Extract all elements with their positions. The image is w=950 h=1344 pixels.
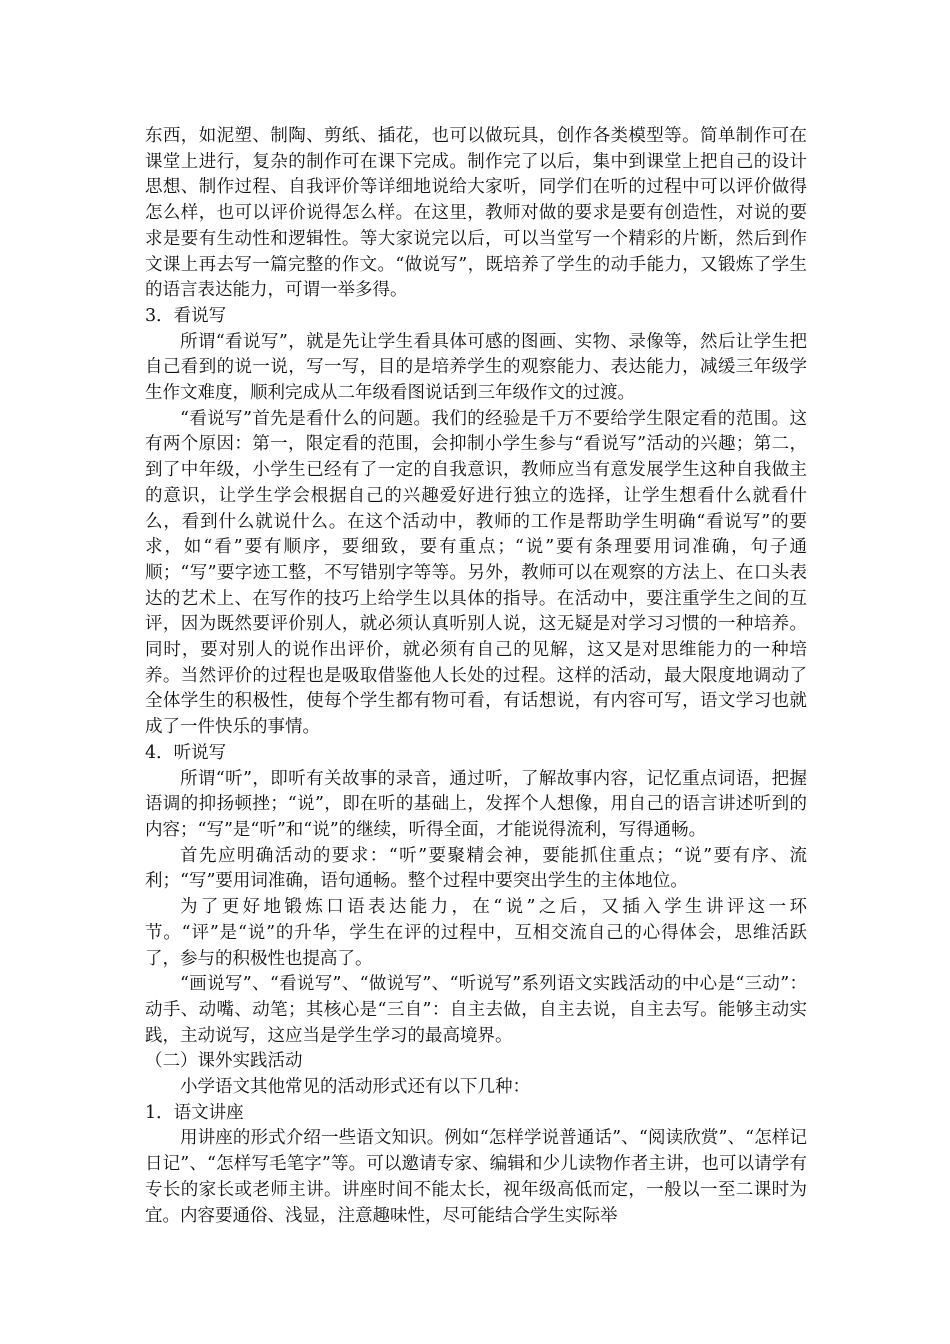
paragraph: 用讲座的形式介绍一些语文知识。例如“怎样学说普通话”、“阅读欣赏”、“怎样记日记”、“怎样写毛笔字”等。可以邀请专家、编辑和少儿读物作者主讲，也可以请学有专长的家长或老师主讲。讲座时间不能太长，视年级高低而定，一般以一至二课时为宜。内容要通俗、浅显，注意趣味性，尽可能结合学生实际举	[145, 1128, 807, 1226]
document-page	[145, 124, 807, 1229]
paragraph: 所谓“看说写”，就是先让学生看具体可感的图画、实物、录像等，然后让学生把自己看到的说一说，写一写，目的是培养学生的观察能力、表达能力，减缓三年级学生作文难度，顺利完成从二年级看图说话到三年级作文的过渡。	[145, 331, 807, 404]
paragraph-continued: 东西，如泥塑、制陶、剪纸、插花，也可以做玩具，创作各类模型等。简单制作可在课堂上进行，复杂的制作可在课下完成。制作完了以后，集中到课堂上把自己的设计思想、制作过程、自我评价等详细地说给大家听，同学们在听的过程中可以评价做得怎么样，也可以评价说得怎么样。在这里，教师对做的要求是要有创造性，对说的要求是要有生动性和逻辑性。等大家说完以后，可以当堂写一个精彩的片断，然后到作文课上再去写一篇完整的作文。“做说写”，既培养了学生的动手能力，又锻炼了学生的语言表达能力，可谓一举多得。	[145, 126, 807, 301]
paragraph: 小学语文其他常见的活动形式还有以下几种：	[180, 1077, 530, 1098]
paragraph: “画说写”、“看说写”、“做说写”、“听说写”系列语文实践活动的中心是“三动”：动手、动嘴、动笔；其核心是“三自”：自主去做，自主去说，自主去写。能够主动实践，主动说写，这应当是学生学习的最高境界。	[145, 974, 807, 1046]
section-heading-4: 4．听说写	[145, 742, 227, 763]
paragraph: 所谓“听”，即听有关故事的录音，通过听，了解故事内容，记忆重点词语，把握语调的抑扬顿挫；“说”，即在听的基础上，发挥个人想像，用自己的语言讲述听到的内容；“写”是“听”和“说”的继续，听得全面，才能说得流利，写得通畅。	[145, 768, 807, 840]
paragraph: 首先应明确活动的要求：“听”要聚精会神，要能抓住重点；“说”要有序、流利；“写”要用词准确，语句通畅。整个过程中要突出学生的主体地位。	[145, 845, 807, 892]
paragraph: 为了更好地锻炼口语表达能力，在“说”之后，又插入学生讲评这一环节。“评”是“说”的升华，学生在评的过程中，互相交流自己的心得体会，思维活跃了，参与的积极性也提高了。	[145, 897, 807, 969]
subsection-heading: （二）课外实践活动	[145, 1051, 303, 1072]
section-heading-3: 3．看说写	[145, 305, 227, 326]
section-heading-1: 1．语文讲座	[145, 1102, 244, 1123]
paragraph: “看说写”首先是看什么的问题。我们的经验是千万不要给学生限定看的范围。这有两个原因：第一，限定看的范围，会抑制小学生参与“看说写”活动的兴趣；第二，到了中年级，小学生已经有了一定的自我意识，教师应当有意发展学生这种自我做主的意识，让学生学会根据自己的兴趣爱好进行独立的选择，让学生想看什么就看什么，看到什么就说什么。在这个活动中，教师的工作是帮助学生明确“看说写”的要求，如“看”要有顺序，要细致，要有重点；“说”要有条理要用词准确，句子通顺；“写”要字迹工整，不写错别字等等。另外，教师可以在观察的方法上、在口头表达的艺术上、在写作的技巧上给学生以具体的指导。在活动中，要注重学生之间的互评，因为既然要评价别人，就必须认真听别人说，这无疑是对学习习惯的一种培养。同时，要对别人的说作出评价，就必须有自己的见解，这又是对思维能力的一种培养。当然评价的过程也是吸取借鉴他人长处的过程。这样的活动，最大限度地调动了全体学生的积极性，使每个学生都有物可看，有话想说，有内容可写，语文学习也就成了一件快乐的事情。	[145, 408, 807, 738]
